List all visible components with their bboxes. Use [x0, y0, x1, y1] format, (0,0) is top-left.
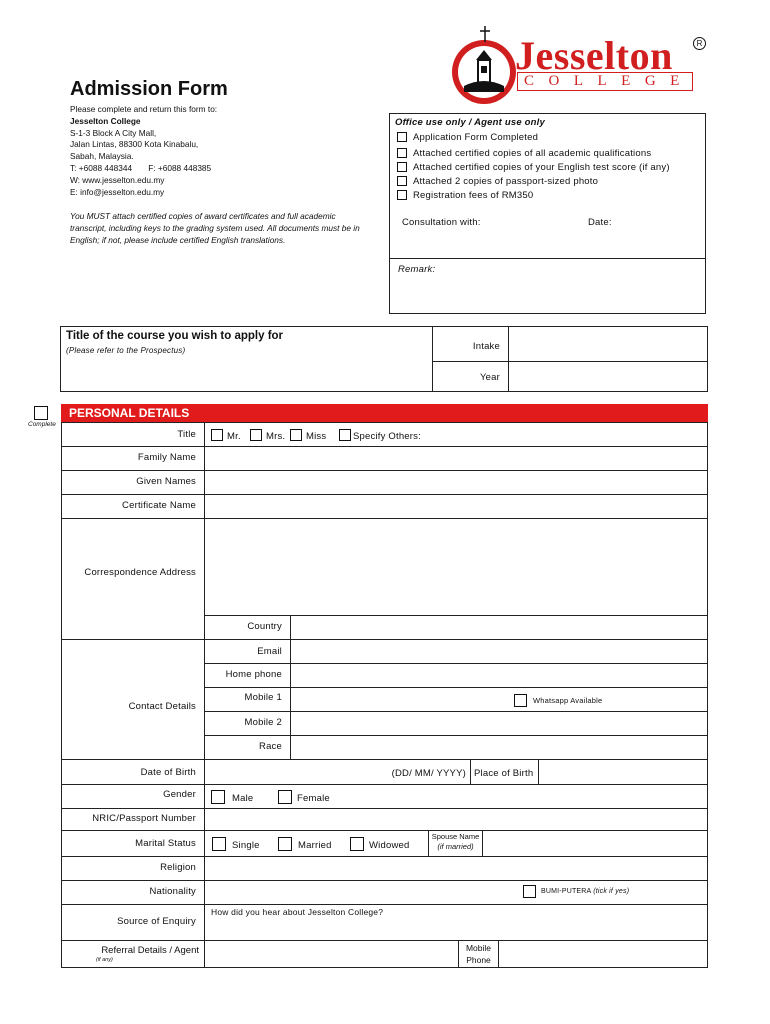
bumiputera-label-group: [541, 888, 629, 895]
home-phone-input[interactable]: [291, 664, 707, 686]
office-item: Attached certified copies of your English test score (if any): [413, 162, 670, 173]
office-check-photos[interactable]: [397, 176, 407, 186]
attachment-note: You MUST attach certified copies of award certificates and full academic transcript, including keys to the grading system used. All documents must be in English; if not, please include certified English translations.: [70, 211, 360, 245]
remark-box[interactable]: [389, 258, 706, 314]
country-label: Country: [247, 621, 282, 632]
dob-format: (DD/ MM/ YYYY): [391, 768, 466, 779]
certificate-name-input[interactable]: [205, 495, 707, 517]
contact-details-label: Contact Details: [128, 701, 196, 712]
email-label: Email: [257, 646, 282, 657]
spouse-label-cell: [429, 832, 482, 852]
year-label: Year: [480, 372, 500, 383]
mobile-phone-label-line2: Phone: [466, 955, 491, 965]
date-label: Date:: [588, 217, 612, 228]
race-input[interactable]: [291, 736, 707, 758]
complete-label: Complete: [28, 421, 56, 428]
intake-input[interactable]: [509, 327, 707, 360]
nationality-label: Nationality: [149, 886, 196, 897]
marital-married-checkbox[interactable]: [278, 837, 292, 851]
certificate-name-label: Certificate Name: [122, 500, 196, 511]
title-option: Mrs.: [266, 431, 286, 442]
title-option: Mr.: [227, 431, 241, 442]
correspondence-address-input[interactable]: [205, 519, 707, 614]
gender-option: Male: [232, 793, 254, 804]
bumiputera-checkbox[interactable]: [523, 885, 536, 898]
personal-details-header: PERSONAL DETAILS: [61, 404, 708, 422]
address-name: Jesselton College: [70, 115, 141, 126]
title-miss-checkbox[interactable]: [290, 429, 302, 441]
title-label: Title: [177, 429, 196, 440]
mobile1-input[interactable]: [291, 688, 511, 710]
office-item: Attached 2 copies of passport-sized photo: [413, 176, 599, 187]
marital-single-checkbox[interactable]: [212, 837, 226, 851]
office-check-fees[interactable]: [397, 190, 407, 200]
country-input[interactable]: [291, 616, 707, 638]
office-check-form-completed[interactable]: [397, 132, 407, 142]
nationality-input[interactable]: [205, 881, 515, 903]
referral-mobile-label-cell: [459, 942, 498, 966]
source-question: How did you hear about Jesselton College?: [211, 907, 384, 917]
gender-male-checkbox[interactable]: [211, 790, 225, 804]
title-option: Specify Others:: [353, 431, 421, 442]
address-line: S-1-3 Block A City Mall,: [70, 127, 157, 138]
referral-label: Referral Details / Agent: [101, 945, 199, 956]
course-divider: [432, 326, 433, 392]
office-check-qualifications[interactable]: [397, 148, 407, 158]
whatsapp-checkbox[interactable]: [514, 694, 527, 707]
address-line: Jalan Lintas, 88300 Kota Kinabalu,: [70, 139, 199, 150]
marital-status-label: Marital Status: [135, 838, 196, 849]
marital-option: Widowed: [369, 840, 410, 851]
consultation-label: Consultation with:: [402, 217, 481, 228]
office-item: Attached certified copies of all academic qualifications: [413, 148, 652, 159]
place-of-birth-input[interactable]: [539, 760, 707, 783]
office-item: Application Form Completed: [413, 132, 539, 143]
course-title: Title of the course you wish to apply for: [66, 330, 284, 342]
source-of-enquiry-label: Source of Enquiry: [117, 916, 196, 927]
title-others-checkbox[interactable]: [339, 429, 351, 441]
whatsapp-label: Whatsapp Available: [533, 696, 603, 705]
address-email: E: info@jesselton.edu.my: [70, 186, 165, 197]
return-address: [70, 104, 217, 198]
office-item: Registration fees of RM350: [413, 190, 534, 201]
row-divider: [61, 784, 708, 785]
home-phone-label: Home phone: [225, 669, 282, 680]
spouse-name-note: (if married): [437, 842, 474, 851]
source-input[interactable]: [205, 918, 707, 939]
religion-label: Religion: [160, 862, 196, 873]
mobile1-label: Mobile 1: [244, 692, 282, 703]
page-title: Admission Form: [70, 78, 228, 100]
race-label: Race: [259, 741, 282, 752]
referral-note: (if any): [96, 957, 113, 963]
marital-option: Single: [232, 840, 260, 851]
complete-checkbox[interactable]: [34, 406, 48, 420]
mobile2-input[interactable]: [291, 712, 707, 734]
referral-input[interactable]: [205, 941, 457, 967]
tower-icon: [458, 46, 510, 98]
course-subtitle: (Please refer to the Prospectus): [66, 346, 186, 355]
cross-icon: [478, 24, 492, 44]
mobile2-label: Mobile 2: [244, 717, 282, 728]
office-use-title: Office use only / Agent use only: [395, 117, 545, 128]
spouse-name-label: Spouse Name: [431, 832, 480, 841]
nric-label: NRIC/Passport Number: [92, 813, 196, 824]
spouse-name-input[interactable]: [483, 831, 707, 855]
remark-label: Remark:: [398, 264, 436, 275]
email-input[interactable]: [291, 640, 707, 662]
place-of-birth-label: Place of Birth: [474, 768, 534, 779]
family-name-label: Family Name: [137, 452, 196, 463]
year-input[interactable]: [509, 362, 707, 391]
bumiputera-label: BUMI-PUTERA: [541, 888, 592, 895]
title-option: Miss: [306, 431, 327, 442]
referral-mobile-input[interactable]: [499, 941, 707, 967]
given-names-input[interactable]: [205, 471, 707, 493]
religion-input[interactable]: [205, 857, 707, 879]
marital-option: Married: [298, 840, 332, 851]
title-mrs-checkbox[interactable]: [250, 429, 262, 441]
gender-label: Gender: [163, 789, 196, 800]
address-phone-fax: T: +6088 448344 F: +6088 448385: [70, 162, 212, 173]
office-check-english-score[interactable]: [397, 162, 407, 172]
correspondence-address-label: Correspondence Address: [84, 567, 196, 578]
dob-divider: [470, 759, 471, 784]
dob-label: Date of Birth: [140, 767, 196, 778]
intake-label: Intake: [472, 341, 500, 352]
brand-college: COLLEGE: [517, 72, 693, 91]
nric-input[interactable]: [205, 809, 707, 829]
bumiputera-note: (tick if yes): [593, 888, 630, 895]
marital-widowed-checkbox[interactable]: [350, 837, 364, 851]
title-mr-checkbox[interactable]: [211, 429, 223, 441]
row-divider: [61, 904, 708, 905]
address-line: Sabah, Malaysia.: [70, 151, 134, 162]
address-web: W: www.jesselton.edu.my: [70, 174, 165, 185]
brand-name: Jesselton: [515, 33, 673, 78]
given-names-label: Given Names: [136, 476, 196, 487]
mobile-phone-label-line1: Mobile: [465, 943, 492, 953]
gender-option: Female: [297, 793, 330, 804]
family-name-input[interactable]: [205, 447, 707, 469]
logo-emblem-inner: [458, 46, 510, 98]
gender-female-checkbox[interactable]: [278, 790, 292, 804]
registered-mark: R: [693, 37, 706, 50]
referral-label-cell: [66, 945, 199, 956]
address-intro: Please complete and return this form to:: [70, 104, 218, 114]
